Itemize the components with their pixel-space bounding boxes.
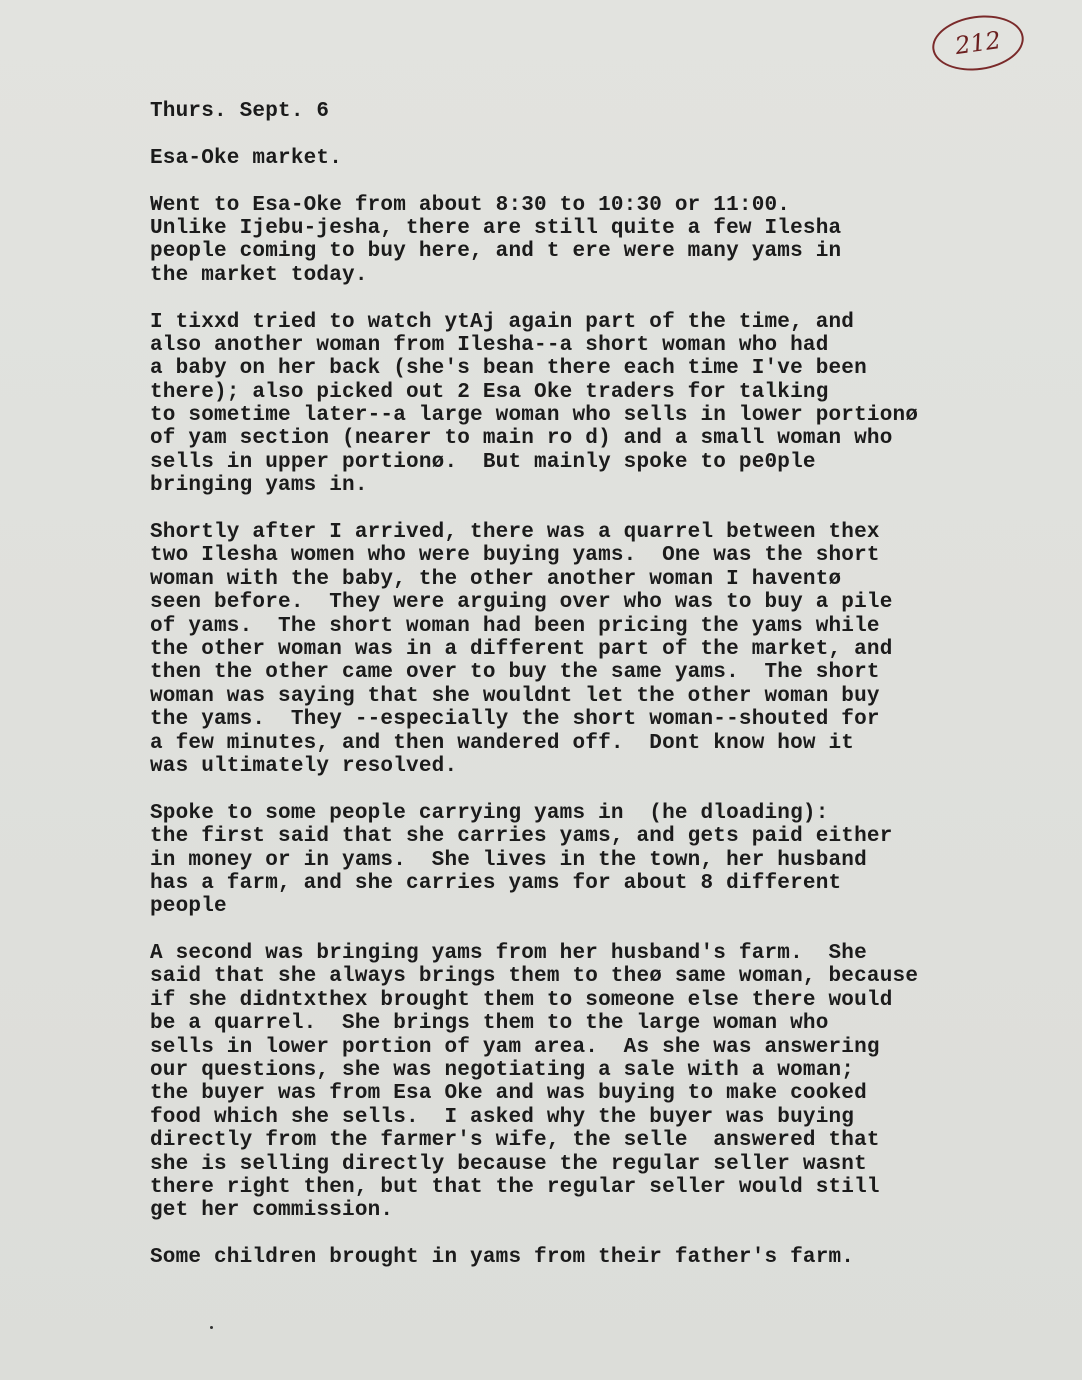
text-line: be a quarrel. She brings them to the large woman who <box>150 1012 829 1036</box>
text-line: our questions, she was negotiating a sale with a woman; <box>150 1059 855 1083</box>
text-line: sells in upper portionø. But mainly spoke to pe0ple <box>150 450 816 474</box>
text-line: she is selling directly because the regular seller wasnt <box>150 1152 867 1176</box>
paragraph <box>150 194 1030 288</box>
text-line: has a farm, and she carries yams for about 8 different <box>150 871 842 895</box>
text-line: directly from the farmer's wife, the selle answered that <box>150 1129 880 1153</box>
text-line: bringing yams in. <box>150 474 368 498</box>
text-line: in money or in yams. She lives in the town, her husband <box>150 848 867 872</box>
paragraph <box>150 942 1030 1223</box>
text-line: there right then, but that the regular seller would still <box>150 1175 880 1199</box>
text-line: people <box>150 895 227 919</box>
text-line: also another woman from Ilesha--a short woman who had <box>150 333 829 357</box>
typed-notes <box>150 100 1030 1270</box>
text-line: food which she sells. I asked why the buyer was buying <box>150 1105 855 1129</box>
paragraph <box>150 1246 1030 1269</box>
text-line: of yam section (nearer to main ro d) and a small woman who <box>150 427 893 451</box>
date-line: Thurs. Sept. 6 <box>150 100 330 123</box>
text-line: the first said that she carries yams, and gets paid either <box>150 825 893 849</box>
text-line: Some children brought in yams from their father's farm. <box>150 1246 855 1270</box>
text-line: Unlike Ijebu-jesha, there are still quite a few Ilesha <box>150 216 842 240</box>
text-line: the market today. <box>150 263 368 287</box>
text-line: the buyer was from Esa Oke and was buying to make cooked <box>150 1082 867 1106</box>
text-line: if she didntxthex brought them to someone else there would <box>150 988 893 1012</box>
text-line: woman with the baby, the other another woman I haventø <box>150 567 842 591</box>
text-line: two Ilesha women who were buying yams. One was the short <box>150 544 880 568</box>
page-number-stamp <box>929 10 1028 76</box>
text-line: woman was saying that she wouldnt let the other woman buy <box>150 684 880 708</box>
text-line: Spoke to some people carrying yams in (he dloading): <box>150 801 829 825</box>
text-line: there); also picked out 2 Esa Oke traders for talking <box>150 380 829 404</box>
paragraph <box>150 521 1030 778</box>
text-line: Went to Esa-Oke from about 8:30 to 10:30 or 11:00. <box>150 193 791 217</box>
text-line: seen before. They were arguing over who was to buy a pile <box>150 591 893 615</box>
text-line: a baby on her back (she's bean there each time I've been <box>150 357 867 381</box>
text-line: sells in lower portion of yam area. As she was answering <box>150 1035 880 1059</box>
page-number: 212 <box>953 25 1003 61</box>
text-line: a few minutes, and then wandered off. Dont know how it <box>150 731 855 755</box>
text-line: the other woman was in a different part of the market, and <box>150 637 893 661</box>
text-line: get her commission. <box>150 1199 394 1223</box>
paragraphs <box>150 194 1030 1270</box>
text-line: people coming to buy here, and t ere were many yams in <box>150 240 842 264</box>
paragraph <box>150 802 1030 919</box>
heading: Esa-Oke market. <box>150 146 343 170</box>
text-line: Shortly after I arrived, there was a quarrel between thex <box>150 521 880 545</box>
text-line: I tixxd tried to watch ytAj again part of the time, and <box>150 310 855 334</box>
text-line: of yams. The short woman had been pricing the yams while <box>150 614 880 638</box>
text-line: the yams. They --especially the short woman--shouted for <box>150 708 880 732</box>
paragraph <box>150 311 1030 498</box>
text-line: was ultimately resolved. <box>150 754 458 778</box>
text-line: then the other came over to buy the same yams. The short <box>150 661 880 685</box>
text-line: to sometime later--a large woman who sells in lower portionø <box>150 404 919 428</box>
text-line: said that she always brings them to theø same woman, because <box>150 965 919 989</box>
stray-mark <box>210 1326 213 1329</box>
text-line: A second was bringing yams from her husband's farm. She <box>150 942 867 966</box>
